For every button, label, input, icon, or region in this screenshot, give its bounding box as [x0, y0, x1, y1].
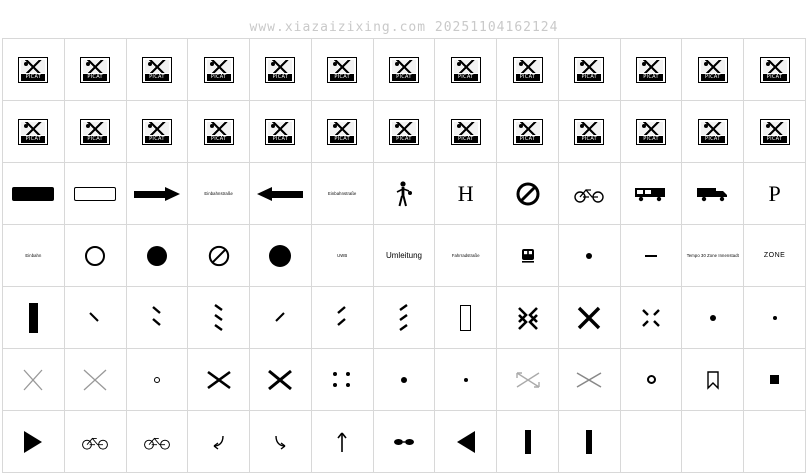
arrow-right-glyph: [134, 187, 180, 201]
dash-glyph: [645, 255, 657, 257]
broken-image-icon: PICAT: [18, 57, 48, 83]
broken-image-icon: PICAT: [204, 119, 234, 145]
glyph-cell-5-6[interactable]: [312, 287, 374, 349]
glyph-cell-4-3[interactable]: [127, 225, 189, 287]
glyph-cell-1-5[interactable]: [250, 39, 312, 101]
glyph-cell-1-8[interactable]: [435, 39, 497, 101]
vertical-bar-thin-glyph: [586, 430, 592, 454]
watermark-text: www.xiazaizixing.com 20251104162124: [249, 20, 559, 35]
glyph-cell-2-8[interactable]: [435, 101, 497, 163]
glyph-cell-6-11[interactable]: [621, 349, 683, 411]
broken-image-icon: PICAT: [80, 119, 110, 145]
empty-glyph: [651, 441, 652, 442]
glyph-cell-3-10[interactable]: [559, 163, 621, 225]
broken-image-icon: PICAT: [513, 57, 543, 83]
glyph-cell-2-6[interactable]: [312, 101, 374, 163]
glyph-cell-6-12[interactable]: [682, 349, 744, 411]
glyph-cell-7-3[interactable]: [127, 411, 189, 473]
broken-image-icon: PICAT: [451, 57, 481, 83]
triple-stroke-glyph: [211, 303, 227, 333]
broken-image-icon: PICAT: [760, 57, 790, 83]
glyph-cell-4-12[interactable]: [682, 225, 744, 287]
glyph-cell-3-13[interactable]: [744, 163, 806, 225]
glyph-cell-7-6[interactable]: [312, 411, 374, 473]
glyph-cell-2-13[interactable]: [744, 101, 806, 163]
glyph-cell-5-12[interactable]: [682, 287, 744, 349]
letter-p-glyph: P: [768, 180, 781, 206]
fahrradstrasse-label: Fahrradstraße: [451, 252, 480, 258]
bicycle-glyph: [574, 185, 604, 203]
single-slash-glyph: [272, 310, 288, 326]
glyph-cell-1-6[interactable]: [312, 39, 374, 101]
glyph-cell-4-9[interactable]: [497, 225, 559, 287]
glyph-cell-7-12[interactable]: [682, 411, 744, 473]
glyph-cell-6-3[interactable]: [127, 349, 189, 411]
einbahnstrasse-label: Einbahnstraße: [327, 190, 357, 196]
glyph-cell-6-2[interactable]: [65, 349, 127, 411]
glyph-grid: [2, 38, 806, 473]
broken-image-icon: PICAT: [142, 119, 172, 145]
glyph-cell-3-5[interactable]: [250, 163, 312, 225]
filled-square-glyph: [770, 375, 779, 384]
glyph-cell-2-5[interactable]: [250, 101, 312, 163]
bookmark-glyph: [706, 370, 720, 390]
glyph-cell-3-3[interactable]: [127, 163, 189, 225]
glyph-cell-1-7[interactable]: [374, 39, 436, 101]
no-entry-glyph: [516, 182, 540, 206]
bicycle-glyph: [143, 434, 171, 450]
glyph-row: [3, 163, 806, 225]
triple-slash-glyph: [396, 303, 412, 333]
glyph-cell-4-13[interactable]: [744, 225, 806, 287]
broken-image-icon: PICAT: [265, 57, 295, 83]
broken-image-icon: PICAT: [513, 119, 543, 145]
empty-glyph: [774, 441, 775, 442]
tram-glyph: [519, 247, 537, 265]
broken-image-icon: PICAT: [142, 57, 172, 83]
glyph-row: [3, 39, 806, 101]
circle-filled-glyph: [269, 245, 291, 267]
glyph-cell-4-8[interactable]: [435, 225, 497, 287]
glyph-row: [3, 287, 806, 349]
glyph-cell-1-3[interactable]: [127, 39, 189, 101]
solid-bar-glyph: [12, 187, 54, 201]
broken-image-icon: PICAT: [389, 57, 419, 83]
broken-image-icon: PICAT: [698, 119, 728, 145]
glyph-cell-1-11[interactable]: [621, 39, 683, 101]
arrow-x-glyph: [574, 369, 604, 391]
glyph-cell-5-1[interactable]: [3, 287, 65, 349]
einbahn-label: Einbahn: [25, 252, 42, 258]
dot-glyph: [586, 253, 592, 259]
glyph-cell-6-13[interactable]: [744, 349, 806, 411]
glyph-cell-7-2[interactable]: [65, 411, 127, 473]
four-chevron-glyph: [640, 307, 662, 329]
glasses-glyph: [392, 436, 416, 448]
glyph-cell-6-4[interactable]: [188, 349, 250, 411]
glyph-cell-5-9[interactable]: [497, 287, 559, 349]
glyph-row: [3, 225, 806, 287]
glyph-row: [3, 411, 806, 473]
glyph-cell-2-7[interactable]: [374, 101, 436, 163]
small-dot-glyph: [464, 378, 468, 382]
arrow-cross-glyph: [205, 369, 233, 391]
letter-h-glyph: H: [457, 180, 474, 206]
glyph-cell-1-9[interactable]: [497, 39, 559, 101]
glyph-cell-4-11[interactable]: [621, 225, 683, 287]
broken-image-icon: PICAT: [389, 119, 419, 145]
broken-image-icon: PICAT: [760, 119, 790, 145]
dot-glyph: [710, 315, 716, 321]
glyph-cell-6-5[interactable]: [250, 349, 312, 411]
glyph-cell-2-4[interactable]: [188, 101, 250, 163]
tiny-ring-glyph: [154, 377, 160, 383]
ring-glyph: [647, 375, 656, 384]
arrow-left-glyph: [257, 187, 303, 201]
tempo-zone-label: Tempo 30 Zone Innenstadt: [686, 252, 739, 258]
glyph-cell-7-11[interactable]: [621, 411, 683, 473]
vertical-bar-thin-glyph: [525, 430, 531, 454]
glyph-cell-7-13[interactable]: [744, 411, 806, 473]
glyph-cell-4-4[interactable]: [188, 225, 250, 287]
glyph-cell-1-1[interactable]: [3, 39, 65, 101]
glyph-cell-7-8[interactable]: [435, 411, 497, 473]
x-outline-glyph: [20, 367, 46, 393]
glyph-cell-2-12[interactable]: [682, 101, 744, 163]
glyph-cell-5-8[interactable]: [435, 287, 497, 349]
triangle-right-glyph: [24, 431, 42, 453]
glyph-cell-3-1[interactable]: [3, 163, 65, 225]
small-dot-glyph: [773, 316, 777, 320]
glyph-cell-5-2[interactable]: [65, 287, 127, 349]
glyph-cell-1-4[interactable]: [188, 39, 250, 101]
glyph-cell-6-6[interactable]: [312, 349, 374, 411]
glyph-cell-1-12[interactable]: [682, 39, 744, 101]
broken-image-icon: PICAT: [451, 119, 481, 145]
glyph-cell-3-9[interactable]: [497, 163, 559, 225]
glyph-cell-2-2[interactable]: [65, 101, 127, 163]
broken-image-icon: PICAT: [636, 119, 666, 145]
glyph-cell-2-10[interactable]: [559, 101, 621, 163]
glyph-cell-5-3[interactable]: [127, 287, 189, 349]
glyph-cell-1-10[interactable]: [559, 39, 621, 101]
glyph-cell-5-4[interactable]: [188, 287, 250, 349]
glyph-cell-6-8[interactable]: [435, 349, 497, 411]
no-entry-glyph: [208, 245, 230, 267]
glyph-cell-4-6[interactable]: [312, 225, 374, 287]
glyph-cell-1-13[interactable]: [744, 39, 806, 101]
glyph-cell-3-11[interactable]: [621, 163, 683, 225]
glyph-cell-6-10[interactable]: [559, 349, 621, 411]
glyph-cell-7-1[interactable]: [3, 411, 65, 473]
glyph-cell-2-9[interactable]: [497, 101, 559, 163]
glyph-cell-3-2[interactable]: [65, 163, 127, 225]
glyph-cell-1-2[interactable]: [65, 39, 127, 101]
glyph-cell-3-8[interactable]: [435, 163, 497, 225]
bus-glyph: [634, 186, 668, 202]
umleitung-label: Umleitung: [385, 251, 422, 260]
double-stroke-glyph: [149, 304, 165, 332]
single-stroke-glyph: [87, 310, 103, 326]
glyph-cell-4-5[interactable]: [250, 225, 312, 287]
empty-glyph: [712, 441, 713, 442]
truck-glyph: [696, 186, 730, 202]
x-outline-wide-glyph: [81, 367, 109, 393]
glyph-cell-6-9[interactable]: [497, 349, 559, 411]
glyph-cell-4-2[interactable]: [65, 225, 127, 287]
broken-image-icon: PICAT: [80, 57, 110, 83]
broken-image-icon: PICAT: [574, 57, 604, 83]
glyph-cell-4-10[interactable]: [559, 225, 621, 287]
glyph-row: [3, 349, 806, 411]
glyph-cell-6-1[interactable]: [3, 349, 65, 411]
glyph-cell-5-10[interactable]: [559, 287, 621, 349]
glyph-cell-2-1[interactable]: [3, 101, 65, 163]
glyph-cell-4-7[interactable]: [374, 225, 436, 287]
arrow-turn-right-glyph: [270, 432, 290, 452]
glyph-cell-7-4[interactable]: [188, 411, 250, 473]
dot-glyph: [401, 377, 407, 383]
glyph-cell-3-6[interactable]: [312, 163, 374, 225]
triangle-left-glyph: [457, 431, 475, 453]
broken-image-icon: PICAT: [18, 119, 48, 145]
glyph-row: [3, 101, 806, 163]
glyph-cell-7-9[interactable]: [497, 411, 559, 473]
glyph-cell-3-12[interactable]: [682, 163, 744, 225]
vertical-bar-glyph: [29, 303, 38, 333]
glyph-cell-5-11[interactable]: [621, 287, 683, 349]
glyph-cell-3-7[interactable]: [374, 163, 436, 225]
bicycle-glyph: [81, 434, 109, 450]
x-bold-glyph: [266, 368, 294, 392]
outline-bar-glyph: [74, 187, 116, 201]
broken-image-icon: PICAT: [574, 119, 604, 145]
circle-filled-glyph: [147, 246, 167, 266]
broken-image-icon: PICAT: [327, 119, 357, 145]
circle-outline-glyph: [85, 246, 105, 266]
glyph-cell-5-7[interactable]: [374, 287, 436, 349]
glyph-cell-4-1[interactable]: [3, 225, 65, 287]
arrow-up-glyph: [334, 430, 350, 454]
glyph-cell-3-4[interactable]: [188, 163, 250, 225]
outline-rect-glyph: [460, 305, 471, 331]
double-slash-glyph: [334, 304, 350, 332]
glyph-cell-7-7[interactable]: [374, 411, 436, 473]
double-chevron-cross-glyph: [515, 305, 541, 331]
glyph-cell-5-5[interactable]: [250, 287, 312, 349]
broken-image-icon: PICAT: [636, 57, 666, 83]
broken-image-icon: PICAT: [265, 119, 295, 145]
dot-pair-glyph: [330, 369, 354, 391]
arrow-x-light-glyph: [514, 369, 542, 391]
glyph-cell-7-5[interactable]: [250, 411, 312, 473]
broken-image-icon: PICAT: [327, 57, 357, 83]
glyph-cell-7-10[interactable]: [559, 411, 621, 473]
glyph-cell-2-11[interactable]: [621, 101, 683, 163]
einbahnstrasse-label: Einbahnstraße: [204, 190, 233, 196]
glyph-cell-2-3[interactable]: [127, 101, 189, 163]
pedestrian-glyph: [394, 180, 414, 208]
uwb-label: UWB: [337, 252, 348, 258]
letter-x-glyph: [576, 305, 602, 331]
broken-image-icon: PICAT: [204, 57, 234, 83]
arrow-turn-left-glyph: [209, 432, 229, 452]
glyph-cell-6-7[interactable]: [374, 349, 436, 411]
broken-image-icon: PICAT: [698, 57, 728, 83]
zone-label: ZONE: [763, 252, 786, 259]
glyph-cell-5-13[interactable]: [744, 287, 806, 349]
